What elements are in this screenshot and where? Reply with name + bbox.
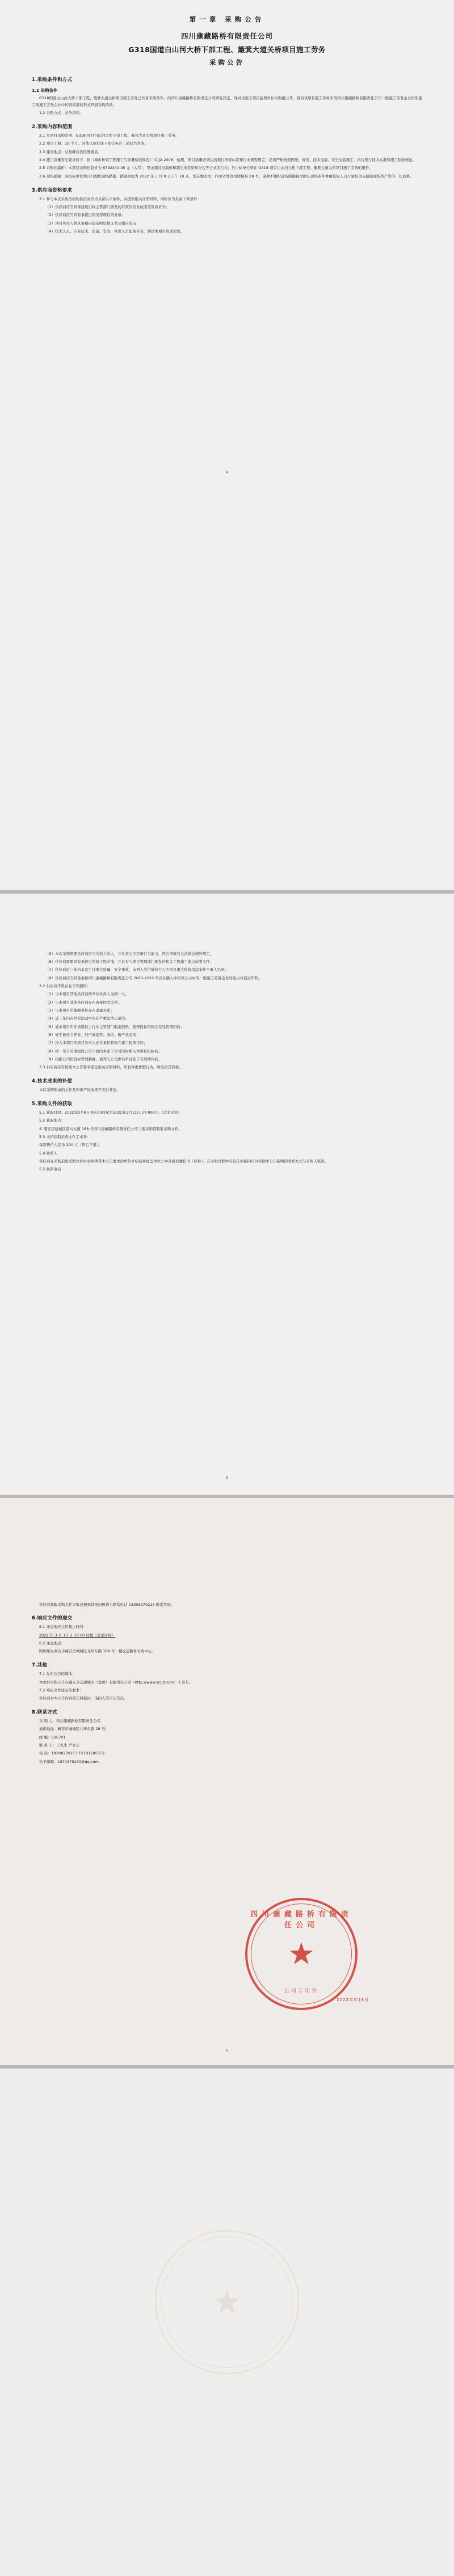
paragraph: （1）与本项目其他供应商的单位负责人为同一人； [45,992,129,997]
watermark-star-icon: ★ [212,2282,242,2322]
page-1 [0,0,454,890]
paragraph: 2.6 现场踏勘：各投标单位须自行组织现场踏勘，踏勘时间为 2022 年 3 月 8 日上午 10 点，需在地点为：四川省甘孜州理塘县 28 号，逾期不组织现场踏勘视为默认现场条件并由投标人自行承担因未踏勘现场所产生的一切后果。 [39,174,414,179]
paragraph: （1）供应商应当具备建设行政主管部门颁发的有效的营业执照等资质证书； [45,204,170,209]
paragraph: 5.4 联系人 [39,1150,58,1156]
section-heading-1: 1.采购条件和方式 [32,77,73,83]
paragraph: 2.3 建设地点：甘孜藏自治区理塘县。 [39,149,102,154]
paragraph: 6.1 递交响应文件截止时间： [39,1625,87,1630]
page-2 [0,894,454,1495]
paragraph: 3.1 参与本次采购活动的供应商应当具备以下条件，并提供相关证明材料，同时应当具备下列条件： [39,196,201,201]
page-number: 5 [226,1476,228,1480]
paragraph: 本项目采购公告在藏安全交建城市（集团）有限责任公司（http://www.scjljt.com）上发布。 [39,1680,193,1685]
company-seal [245,1898,358,2010]
paragraph: （5）本次采购需要供应商应当为独立法人，并具备完全民事行为能力，符合国家有关法律法规的规定。 [45,951,214,956]
paragraph: 阿坝州九寨沟市藏安房城城区北环东路 188 号一楼交建服务采购中心。 [39,1649,155,1654]
page-number: 4 [226,471,228,475]
paragraph: （3）项目负责人须具备相应建造师资格证书及相应资历； [45,221,140,226]
paragraph: 本次采购形成的文件及知识产权成果不支付补偿。 [39,1088,120,1093]
paragraph: （7）投入本项目的项目负责人正在承担其他在建工程项目的； [45,1040,148,1046]
paragraph: 3.2 供应商不得存在下列情形： [39,983,91,988]
paragraph: 5.3 文档获取采购文件工本费： [39,1135,91,1140]
paragraph: （3）与本项目的编制单位存在隶属关系； [45,1008,114,1013]
seal-date: 2022年3月8日 [337,1998,369,2002]
paragraph: （6）处于被责令停业、财产被接管、冻结、破产状态的； [45,1032,140,1037]
subsection-1-1: 1.1 采购条件 [32,88,58,93]
paragraph: （9）根据公司招投标管理制度，被列入公司黑名单且处于有效期内的。 [45,1056,162,1061]
paragraph: 每套售价人民币 200 元（售后不退）。 [39,1143,102,1148]
paragraph: 7.2 响应文件递交的要求： [39,1687,83,1693]
paragraph: （2）与本项目其他供应商存在直接控股关系； [45,1000,121,1005]
contact-note: 供应商获取采购文件失败或遇到其他问题请与联系电话 18308270213 联系咨询。 [39,1602,175,1607]
contact-purchaser: 采 购 人：四川康藏路桥有限责任公司 [39,1719,101,1724]
paragraph: 1.2 采购方式：竞争谈判。 [39,111,83,116]
contact-email: 电子邮箱：1874275230@qq.com [39,1759,99,1764]
paragraph: （7）供应商近三年内未发生过重大质量、安全事故，未列入失信被执行人名单及重大税收违法案件当事人名单； [45,967,229,972]
company-name: 四川康藏路桥有限责任公司 [180,32,273,40]
contact-postcode: 邮 编：625701 [39,1735,66,1740]
contact-address: 通讯地址：藏安市城城区北环东路 28 号。 [39,1727,109,1732]
paragraph: （5）被本项目所在省级以上行业主管部门取消资格、暂停投标资格且在处罚期内的； [45,1024,184,1029]
section-heading-5: 5.采购文件的获取 [32,1101,73,1107]
paragraph: （6）供应商需要具有承担过类似工程业绩，并具有与项目管理部门颁发的相关工程施工能力证明文件； [45,959,214,964]
section-heading-8: 8.联系方式 [32,1710,57,1716]
section-heading-4: 4.技术成果的补偿 [32,1078,73,1085]
paragraph: 供应商在采购前取采购文件时必须携带本公告要求的单位介绍信并加盖单位公章及授权委托书（原件），在采购过程中若有任何疑问可以按照本公告载明的联系方式与采购人联系。 [39,1159,329,1164]
page-number: 6 [226,2049,228,2053]
seal-star-icon: ★ [287,1936,316,1972]
paragraph: 5.2 获取地点： [39,1118,65,1123]
paragraph: G318国道白山河大桥下部工程、簸箕大道关桥项目施工劳务已具备采购条件，经四川康藏路桥有限责任公司研究决定，现对该施工项目监理单位采购组公开，现对该项目施工劳务采用四川康藏路桥有限责任公司一般施工劳务企业资质施工现施工劳务企业中的资质准的形式开展采购活动。 [32,96,422,107]
paragraph: （8）同一母公司或控股公司下属的多家子公司同时参与本项目投标的； [45,1048,162,1054]
paragraph: 供应商对本公告内容的任何疑问，请向人联手公告出。 [39,1696,128,1701]
paragraph: 5.5 联系电话 [39,1167,61,1172]
paragraph: （4）技术人员、专业技术、质量、安全、管理人员配备齐全，满足本项目管理需要。 [45,229,184,234]
project-title: G318国道白山河大桥下部工程、簸箕大道关桥项目施工劳务 [128,45,326,54]
watermark-seal [155,2230,299,2374]
document-subtitle: 采购公告 [209,58,245,66]
paragraph: 5.1 获取时间：2022年3月8日 09:00时起至2022年3月11日 17:00时止（北京时间） [39,1110,182,1115]
paragraph: （2）供应商应当具有承揽过同类型项目的业绩； [45,213,125,218]
paragraph: 6.2 递交地点： [39,1641,65,1646]
seal-bottom-text: 公司专用章 [284,1989,318,1994]
page-3 [0,1498,454,2065]
paragraph: ① 康安房建城区景马大道 188 号四川康藏路桥有限责任公司三楼采购部获取采购文件。 [39,1126,182,1131]
paragraph: 3.3 供应商应当按照本公告要求提交相关证明材料，如有弄虚作假行为，将取消其资格。 [39,1065,183,1070]
submission-deadline: 2022 年 3 月 13 日 10:00 时整（北京时间） [39,1632,116,1638]
section-heading-3: 3.供应商资格要求 [32,187,73,193]
section-heading-6: 6.响应文件的递交 [32,1615,73,1622]
paragraph: 7.1 发布公告的媒体： [39,1672,76,1677]
page-4-blank [0,2069,454,2576]
paragraph: 2.4 施工质量安全要求如下：按《城市桥梁工程施工与质量验收规范》（CJJ2-2008）检测、项目质量必须达到现行国家标准和行业规程规定，必须严格按照图纸、规范、技术交底、安全交底施工，执行现行技术标准和施工验收规范。 [39,158,417,163]
section-heading-2: 2.采购内容和范围 [32,124,73,130]
paragraph: 2.2 项目工期：18 个月，具体以项目部下发任务开工通知书为准。 [39,141,148,146]
paragraph: 2.1 本项目采购范围：G318 项目白山河大桥下部工程、簸箕大道关桥项目施工劳务。 [39,133,179,138]
contact-person: 联 系 人：王先生 严女士 [39,1743,80,1748]
section-heading-7: 7.其他 [32,1663,48,1669]
contact-phone: 电 话：18308270213 15181245552 [39,1751,105,1756]
paragraph: （4）近三年内在经营活动中存在严重违法记录的； [45,1016,129,1021]
chapter-title: 第一章 采购公告 [189,15,265,23]
paragraph: 2.5 采购控制价：本项目采购控制价为 6792340.95 元（大写），禁止超过控制价和超出所有资质分包等方式的行为；凡中标单位须在 G318 项目白山河大桥下部工程、簸箕大道关桥项目施工劳务的报价。 [39,166,373,171]
seal-top-text: 四川康藏路桥有限责任公司 [250,1910,352,1930]
paragraph: （8）供应商应当具备承担四川康藏路桥有限责任公司 2021-2022 年营业额入库结果公示中的一般施工劳务企业的能力并通过审核。 [45,975,262,980]
